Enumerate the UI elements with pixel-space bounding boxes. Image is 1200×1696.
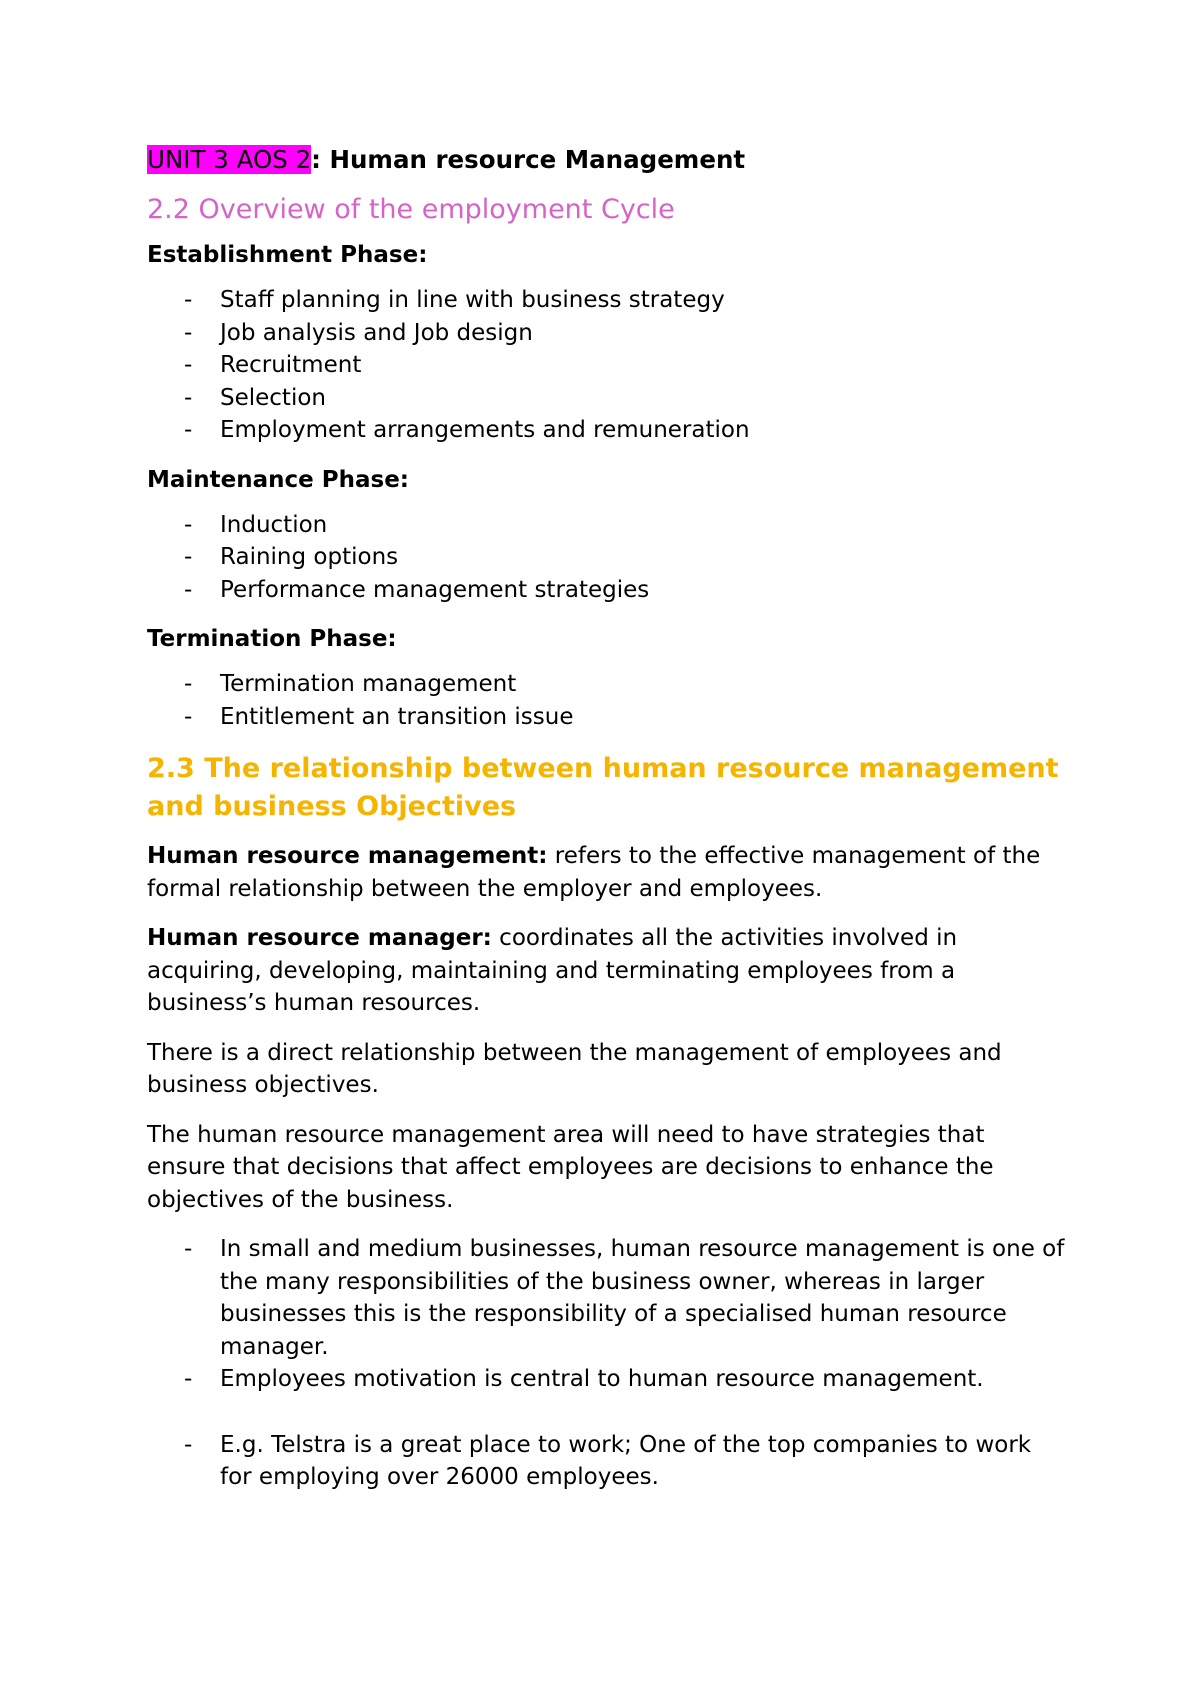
maintenance-phase-list [147,509,1067,607]
hrm-term: Human resource management: [147,843,548,869]
list-item [147,701,1067,734]
list-item [147,349,1067,382]
termination-phase-list [147,668,1067,733]
paragraph-strategies: The human resource management area will need to have strategies that ensure that decisions that affect employees are decisions to enhance the objectives of the business. [147,1121,994,1213]
list-item [147,509,1067,542]
title-rest: : Human resource Management [311,145,746,174]
dash-bullet: - [184,287,193,313]
section-22-heading: 2.2 Overview of the employment Cycle [147,194,675,225]
establishment-phase-list [147,284,1067,447]
list-item-text: Entitlement an transition issue [220,703,574,730]
title-highlight: UNIT 3 AOS 2 [147,145,312,174]
dash-bullet: - [184,319,193,346]
dash-bullet: - [184,511,193,538]
paragraph-relationship: There is a direct relationship between the management of employees and business objectives. [147,1039,1002,1098]
list-item-text: Employment arrangements and remuneration [220,417,750,443]
hrm-definition [147,840,1067,905]
list-item [147,1429,1067,1494]
list-item [147,284,1067,317]
list-item-text: E.g. Telstra is a great place to work; One of the top companies to work for employing over 26000 employees. [220,1431,1032,1490]
list-item [147,574,1067,607]
hr-manager-term: Human resource manager: [147,925,492,951]
list-item [147,541,1067,574]
hr-manager-definition [147,922,1067,1020]
dash-bullet: - [184,1236,193,1262]
list-item-text: Termination management [220,671,517,697]
establishment-phase-label: Establishment Phase: [147,242,428,268]
termination-phase-label: Termination Phase: [147,626,397,652]
section-23-heading: 2.3 The relationship between human resource management and business Objectives [147,753,1059,822]
list-item-text: Recruitment [220,352,362,378]
list-item [147,668,1067,701]
list-item [147,1363,1067,1396]
list-item [147,317,1067,350]
dash-bullet: - [184,671,193,697]
dash-bullet: - [184,417,193,443]
maintenance-phase-label: Maintenance Phase: [147,466,410,493]
document-title [147,143,1067,177]
hrm-definition-text: refers to the effective management of the formal relationship between the employer and employees. [147,843,1041,902]
dash-bullet: - [184,703,193,730]
dash-bullet: - [184,1366,193,1392]
hr-manager-definition-text: coordinates all the activities involved in acquiring, developing, maintaining and terminating employees from a business’s human resources. [147,925,958,1016]
list-item [147,414,1067,447]
list-item-text: Raining options [220,544,399,570]
dash-bullet: - [184,1431,193,1458]
list-item [147,1233,1067,1363]
document-content [147,143,1067,1511]
dash-bullet: - [184,384,193,411]
section-23-bullets [147,1233,1067,1494]
dash-bullet: - [184,352,193,378]
list-item-text: Staff planning in line with business strategy [220,287,725,313]
dash-bullet: - [184,544,193,570]
list-item [147,382,1067,415]
dash-bullet: - [184,576,193,603]
list-item-text: Induction [220,511,328,538]
list-item-text: Employees motivation is central to human resource management. [220,1366,984,1392]
list-item-text: Performance management strategies [220,576,650,603]
list-item-text: Selection [220,384,326,411]
list-item-text: Job analysis and Job design [220,319,533,346]
list-item-text: In small and medium businesses, human resource management is one of the many responsibilities of the business owner, whereas in larger businesses this is the responsibility of a specialised human resource manager. [220,1236,1065,1360]
